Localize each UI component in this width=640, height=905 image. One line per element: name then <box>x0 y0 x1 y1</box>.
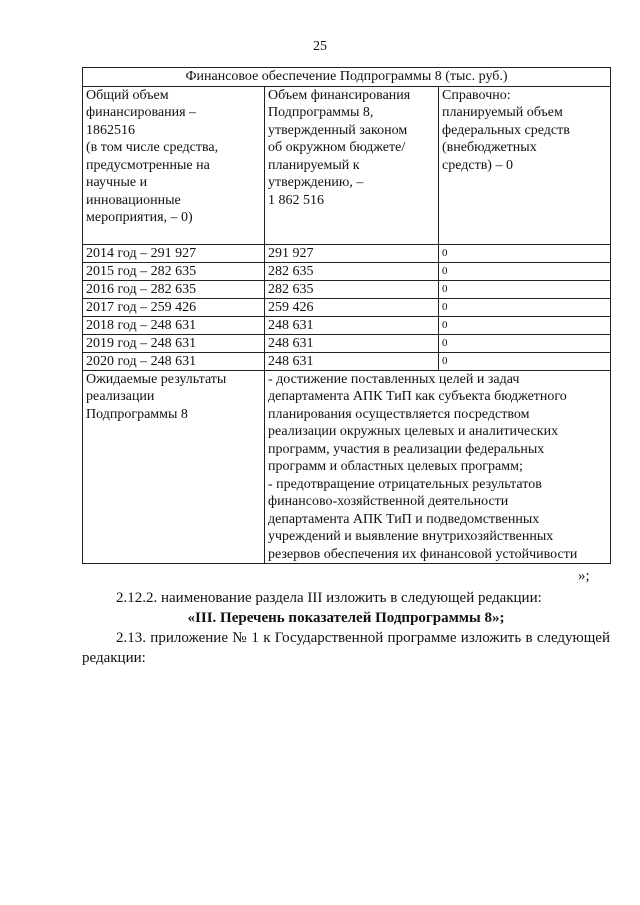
header-total-funding: Общий объем финансирования – 1862516 (в том числе средства, предусмотренные на научные и инновационные мероприятия, – 0) <box>83 86 265 244</box>
results-row <box>83 370 611 564</box>
year-cell: 2015 год – 282 635 <box>83 262 265 280</box>
paragraph-section-rename: 2.12.2. наименование раздела III изложить в следующей редакции: <box>116 590 542 606</box>
amount-cell: 291 927 <box>265 244 439 262</box>
year-cell: 2018 год – 248 631 <box>83 316 265 334</box>
page-number: 25 <box>313 39 327 54</box>
reference-cell: 0 <box>439 352 611 370</box>
table-row <box>83 298 611 316</box>
results-label: Ожидаемые результаты реализации Подпрограммы 8 <box>83 370 265 564</box>
amount-cell: 282 635 <box>265 280 439 298</box>
year-cell: 2019 год – 248 631 <box>83 334 265 352</box>
year-cell: 2020 год – 248 631 <box>83 352 265 370</box>
reference-cell: 0 <box>439 244 611 262</box>
table-row <box>83 352 611 370</box>
closing-quote: »; <box>578 568 590 584</box>
reference-cell: 0 <box>439 262 611 280</box>
amount-cell: 282 635 <box>265 262 439 280</box>
amount-cell: 248 631 <box>265 316 439 334</box>
results-text: - достижение поставленных целей и задач департамента АПК ТиП как субъекта бюджетного планирования осуществляется посредством реализации окружных целевых и аналитических программ, участия в реализации федеральных программ и областных целевых программ; - предотвращение отрицательных результатов финансово-хозяйственной деятельности департамента АПК ТиП и подведомственных учреждений и выявление внутрихозяйственных резервов обеспечения их финансовой устойчивости <box>265 370 611 564</box>
amount-cell: 248 631 <box>265 352 439 370</box>
year-cell: 2017 год – 259 426 <box>83 298 265 316</box>
header-approved-funding: Объем финансирования Подпрограммы 8, утвержденный законом об окружном бюджете/ планируемый к утверждению, – 1 862 516 <box>265 86 439 244</box>
table-header-row <box>83 86 611 244</box>
table-title: Финансовое обеспечение Подпрограммы 8 (тыс. руб.) <box>83 68 611 87</box>
financing-table <box>82 67 611 564</box>
table-row <box>83 280 611 298</box>
year-cell: 2014 год – 291 927 <box>83 244 265 262</box>
table-row <box>83 262 611 280</box>
table-title-row <box>83 68 611 87</box>
table-row <box>83 244 611 262</box>
table-row <box>83 316 611 334</box>
reference-cell: 0 <box>439 298 611 316</box>
header-federal-reference: Справочно: планируемый объем федеральных средств (внебюджетных средств) – 0 <box>439 86 611 244</box>
amount-cell: 248 631 <box>265 334 439 352</box>
section-heading: «III. Перечень показателей Подпрограммы 8»; <box>187 610 505 626</box>
reference-cell: 0 <box>439 316 611 334</box>
paragraph-appendix: 2.13. приложение № 1 к Государственной программе изложить в следующей редакции: <box>82 630 610 666</box>
amount-cell: 259 426 <box>265 298 439 316</box>
reference-cell: 0 <box>439 334 611 352</box>
reference-cell: 0 <box>439 280 611 298</box>
table-row <box>83 334 611 352</box>
year-cell: 2016 год – 282 635 <box>83 280 265 298</box>
